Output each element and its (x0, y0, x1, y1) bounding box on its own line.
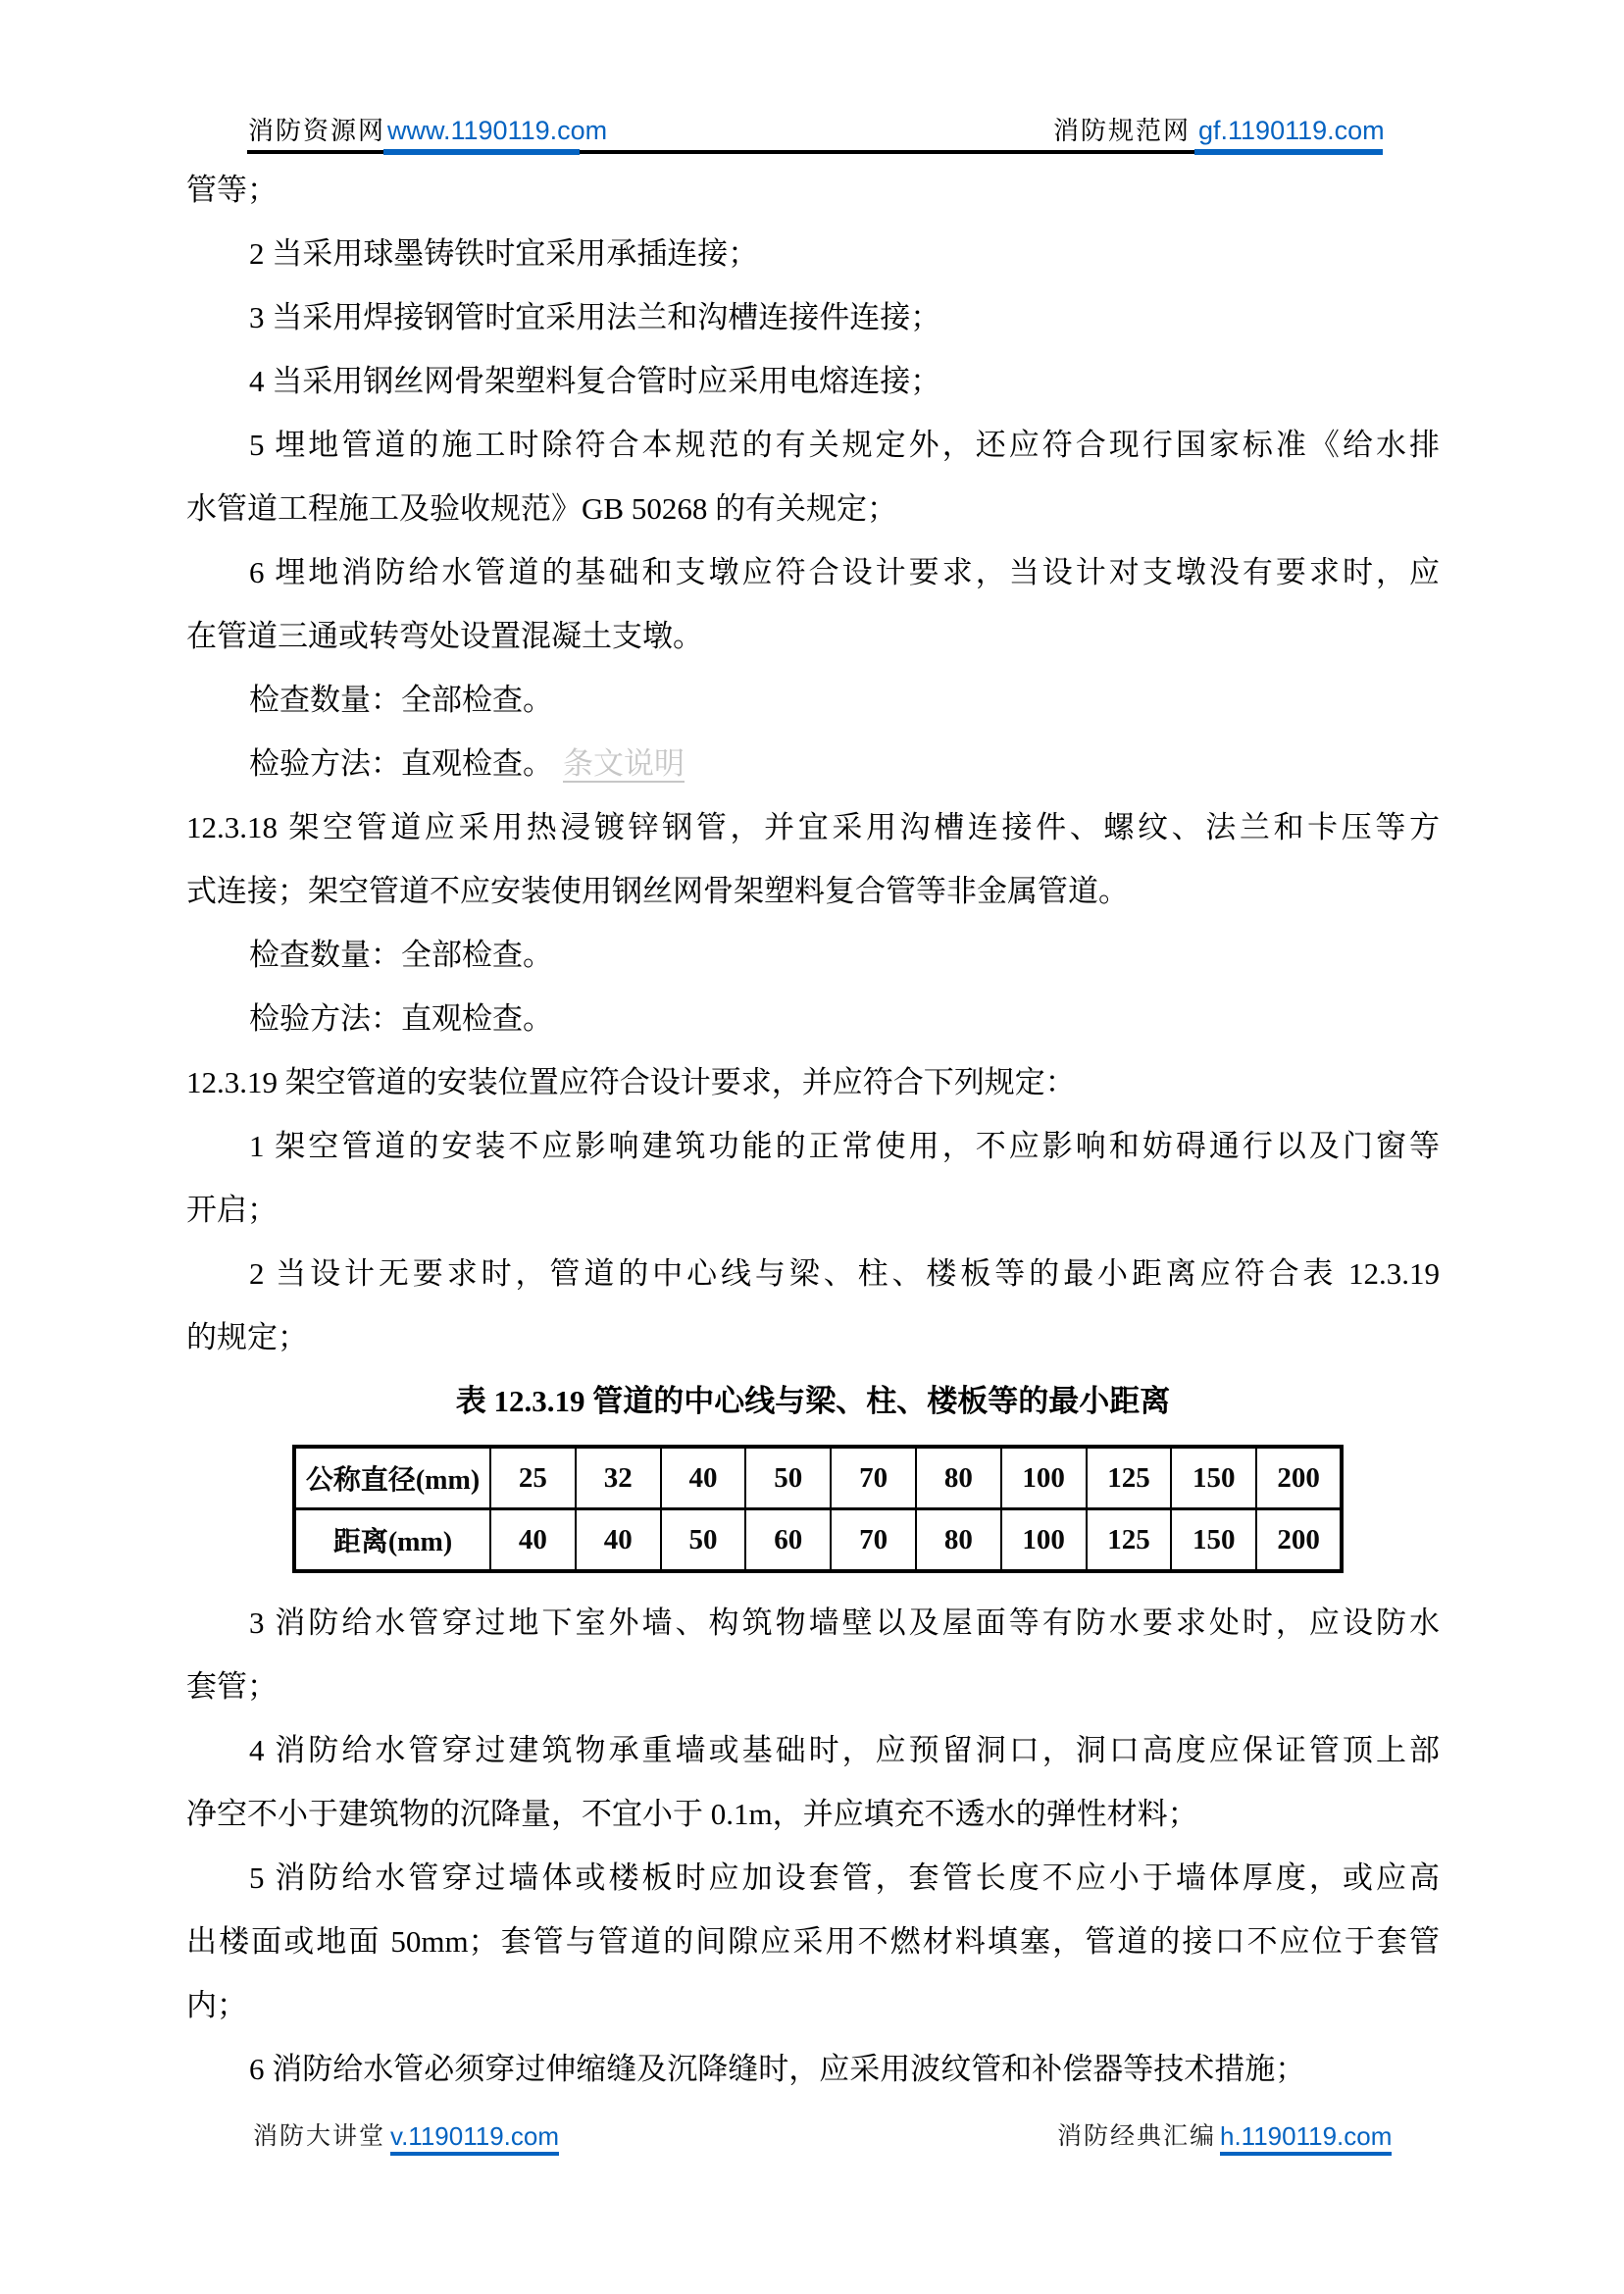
body-line-text: 6 埋地消防给水管道的基础和支墩应符合设计要求，当设计对支墩没有要求时，应 (249, 555, 1440, 589)
body-line-text: 式连接；架空管道不应安装使用钢丝网骨架塑料复合管等非金属管道。 (186, 874, 1129, 908)
body-line-text: 水管道工程施工及验收规范》GB 50268 的有关规定； (186, 491, 898, 526)
table-cell: 125 (1087, 1447, 1172, 1509)
body-line (186, 1050, 1440, 1114)
body-line-text: 开启； (186, 1193, 278, 1227)
body-line-text: 管等； (186, 173, 278, 207)
body-line (186, 668, 1440, 732)
clause-explanation-link[interactable]: 条文说明 (563, 746, 685, 781)
body-line-text: 套管； (186, 1669, 278, 1704)
table-cell: 80 (916, 1509, 1001, 1572)
body-line (186, 795, 1440, 859)
body-line (186, 285, 1440, 349)
header-right-label: 消防规范网 (1053, 117, 1192, 145)
body-line (186, 1973, 1440, 2037)
body-line-text: 5 埋地管道的施工时除符合本规范的有关规定外，还应符合现行国家标准《给水排 (249, 428, 1440, 462)
body-line-text: 6 消防给水管必须穿过伸缩缝及沉降缝时，应采用波纹管和补偿器等技术措施； (249, 2052, 1306, 2086)
body-line (186, 1178, 1440, 1242)
body-lines-after-table (186, 1591, 1440, 2101)
body-lines-before-table (186, 158, 1440, 1369)
table-cell: 60 (745, 1509, 831, 1572)
table-row-label: 距离(mm) (294, 1509, 490, 1572)
table-cell: 200 (1256, 1509, 1342, 1572)
body-line (186, 1114, 1440, 1178)
body-line (186, 413, 1440, 477)
table-cell: 150 (1171, 1509, 1256, 1572)
header-left-link[interactable]: www.1190119.com (387, 116, 608, 145)
body-line-text: 12.3.19 架空管道的安装位置应符合设计要求，并应符合下列规定： (186, 1065, 1076, 1099)
table-cell: 40 (490, 1509, 576, 1572)
body-line (186, 349, 1440, 413)
body-line (186, 1910, 1440, 1973)
body-line-text: 在管道三通或转弯处设置混凝土支墩。 (186, 619, 703, 653)
table-cell: 32 (576, 1447, 661, 1509)
body-line-text: 检验方法：直观检查。 (249, 1001, 553, 1036)
table-cell: 125 (1087, 1509, 1172, 1572)
table-cell: 50 (745, 1447, 831, 1509)
body-line (186, 158, 1440, 222)
header-left-label: 消防资源网 (248, 117, 386, 145)
footer-right-link[interactable]: h.1190119.com (1220, 2121, 1392, 2156)
body-line (186, 604, 1440, 668)
footer-left-link[interactable]: v.1190119.com (390, 2121, 559, 2156)
table-cell: 40 (576, 1509, 661, 1572)
footer-right-label: 消防经典汇编 (1057, 2123, 1217, 2150)
body-line (186, 477, 1440, 540)
body-line-text: 内； (186, 1988, 247, 2022)
body-line-text: 净空不小于建筑物的沉降量，不宜小于 0.1m，并应填充不透水的弹性材料； (186, 1797, 1198, 1831)
table-cell: 100 (1001, 1509, 1087, 1572)
body-line (186, 222, 1440, 285)
body-line-text: 5 消防给水管穿过墙体或楼板时应加设套管，套管长度不应小于墙体厚度，或应高 (249, 1861, 1440, 1895)
body-line (186, 1655, 1440, 1718)
body-line (186, 2037, 1440, 2101)
min-distance-table (292, 1445, 1344, 1573)
table-cell: 100 (1001, 1447, 1087, 1509)
header-left-link-underline (383, 149, 580, 155)
body-line-text: 3 当采用焊接钢管时宜采用法兰和沟槽连接件连接； (249, 300, 941, 334)
body-line-text: 检查数量：全部检查。 (249, 683, 553, 717)
body-line-text: 4 当采用钢丝网骨架塑料复合管时应采用电熔连接； (249, 364, 941, 398)
table-caption: 表 12.3.19 管道的中心线与梁、柱、楼板等的最小距离 (455, 1384, 1171, 1418)
table-wrapper (292, 1445, 1440, 1573)
body-line (186, 1846, 1440, 1910)
body-line (186, 732, 1440, 795)
body-line (186, 923, 1440, 987)
body-line (186, 1305, 1440, 1369)
table-cell: 25 (490, 1447, 576, 1509)
body-line (186, 1782, 1440, 1846)
footer-left-label: 消防大讲堂 (253, 2123, 386, 2150)
table-cell: 40 (661, 1447, 746, 1509)
table-row (294, 1509, 1342, 1572)
body-line-text: 2 当采用球墨铸铁时宜采用承插连接； (249, 236, 759, 271)
table-cell: 70 (831, 1509, 916, 1572)
table-cell: 50 (661, 1509, 746, 1572)
document-body (186, 158, 1440, 2101)
body-line (186, 859, 1440, 923)
body-line-text: 检查数量：全部检查。 (249, 938, 553, 972)
body-line (186, 1591, 1440, 1655)
body-line-text: 3 消防给水管穿过地下室外墙、构筑物墙壁以及屋面等有防水要求处时，应设防水 (249, 1606, 1440, 1640)
table-row (294, 1447, 1342, 1509)
body-line (186, 540, 1440, 604)
body-line-text: 出楼面或地面 50mm；套管与管道的间隙应采用不燃材料填塞，管道的接口不应位于套管 (186, 1924, 1440, 1959)
body-line-text: 4 消防给水管穿过建筑物承重墙或基础时，应预留洞口，洞口高度应保证管顶上部 (249, 1733, 1440, 1767)
body-line (186, 1718, 1440, 1782)
body-line-text: 1 架空管道的安装不应影响建筑功能的正常使用，不应影响和妨碍通行以及门窗等 (249, 1129, 1440, 1163)
body-line-text: 2 当设计无要求时，管道的中心线与梁、柱、楼板等的最小距离应符合表 12.3.19 (249, 1256, 1440, 1291)
table-cell: 150 (1171, 1447, 1256, 1509)
header-right-link-underline (1194, 149, 1383, 155)
body-line-text: 12.3.18 架空管道应采用热浸镀锌钢管，并宜采用沟槽连接件、螺纹、法兰和卡压等方 (186, 810, 1440, 844)
body-line (186, 1242, 1440, 1305)
table-row-label: 公称直径(mm) (294, 1447, 490, 1509)
table-cell: 80 (916, 1447, 1001, 1509)
body-line (186, 987, 1440, 1050)
body-line-text: 的规定； (186, 1320, 308, 1354)
header-right-link[interactable]: gf.1190119.com (1198, 116, 1385, 145)
body-line-text: 检验方法：直观检查。 (249, 746, 553, 781)
table-cell: 200 (1256, 1447, 1342, 1509)
table-cell: 70 (831, 1447, 916, 1509)
